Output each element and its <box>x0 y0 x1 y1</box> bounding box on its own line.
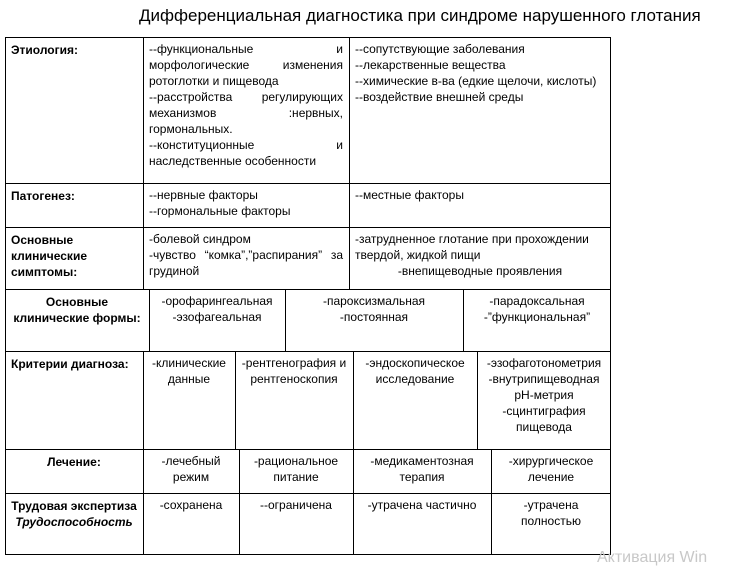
etiology-internal-causes <box>143 37 349 183</box>
criteria-header: Критерии диагноза: <box>11 357 129 371</box>
forms-item: -орофарингеальная <box>161 294 273 308</box>
etiology-external-causes <box>349 37 611 183</box>
symptoms-subjective <box>143 227 349 289</box>
etiology-item: --химические в-ва (едкие щелочи, кислоты) <box>355 74 597 88</box>
table-row-etiology <box>5 37 611 183</box>
forms-item: -”функциональная” <box>483 310 591 324</box>
symptoms-objective <box>349 227 611 289</box>
expertise-header <box>5 493 143 555</box>
table-row-forms <box>5 289 611 351</box>
forms-by-level <box>149 289 285 351</box>
etiology-item: --расстройства регулирующих механизмов :нервных, гормональных. <box>149 90 343 136</box>
symptoms-item: -затрудненное глотание при прохождении твердой, жидкой пищи <box>355 232 589 262</box>
expertise-header-subline: Трудоспособность <box>15 515 133 529</box>
symptoms-header: Основные клинические симптомы: <box>11 233 87 279</box>
pathogenesis-item: --местные факторы <box>355 188 464 202</box>
etiology-item: --конституционные и наследственные особенности <box>149 138 343 168</box>
forms-header: Основные клинические формы: <box>13 295 141 325</box>
etiology-item: --лекарственные вещества <box>355 58 506 72</box>
forms-by-type <box>463 289 611 351</box>
criteria-endoscopy: -эндоскопическое исследование <box>365 356 465 386</box>
expertise-header-line: Трудовая экспертиза <box>11 499 137 513</box>
page-title: Дифференциальная диагностика при синдроме нарушенного глотания <box>139 6 701 25</box>
table-row-criteria <box>5 351 611 449</box>
pathogenesis-header: Патогенез: <box>11 189 75 203</box>
treatment-medication: -медикаментозная терапия <box>370 454 474 484</box>
criteria-item: -эзофаготонометрия <box>486 356 602 370</box>
expertise-fully-lost: -утрачена полностью <box>521 498 581 528</box>
treatment-nutrition: -рациональное питание <box>253 454 339 484</box>
symptoms-item: -болевой синдром <box>149 232 251 246</box>
expertise-preserved: -сохранена <box>159 498 223 512</box>
pathogenesis-item: --нервные факторы <box>149 188 258 202</box>
criteria-item: -внутрипищеводная pH-метрия <box>488 372 600 402</box>
criteria-clinical: -клинические данные <box>152 356 226 386</box>
expertise-partially-lost: -утрачена частично <box>367 498 477 512</box>
etiology-item: --функциональные и морфологические изменения ротоглотки и пищевода <box>149 42 343 88</box>
treatment-regimen: -лечебный режим <box>161 454 221 484</box>
pathogenesis-systemic-factors <box>143 183 349 227</box>
table-row-pathogenesis <box>5 183 611 227</box>
table-row-symptoms <box>5 227 611 289</box>
pathogenesis-local-factors <box>349 183 611 227</box>
criteria-xray: -рентгенография и рентгеноскопия <box>241 356 347 386</box>
diagnosis-table <box>5 37 611 555</box>
table-row-treatment <box>5 449 611 493</box>
etiology-item: --воздействие внешней среды <box>355 90 524 104</box>
forms-by-course <box>285 289 463 351</box>
forms-item: -постоянная <box>339 310 409 324</box>
treatment-header: Лечение: <box>47 455 101 469</box>
etiology-item: --сопутствующие заболевания <box>355 42 525 56</box>
table-row-expertise <box>5 493 611 555</box>
criteria-item: -сцинтиграфия пищевода <box>502 404 586 434</box>
forms-item: -парадоксальная <box>489 294 585 308</box>
activation-watermark: Активация Win <box>597 549 708 566</box>
symptoms-item: -внепищеводные проявления <box>397 264 563 278</box>
forms-item: -пароксизмальная <box>322 294 426 308</box>
forms-item: -эзофагеальная <box>172 310 262 324</box>
pathogenesis-item: --гормональные факторы <box>149 204 291 218</box>
expertise-limited: --ограничена <box>260 498 332 512</box>
etiology-header: Этиология: <box>11 43 78 57</box>
criteria-instrumental <box>477 351 611 449</box>
symptoms-item: -чувство “комка”,”распирания” за грудиной <box>149 248 343 278</box>
treatment-surgery: -хирургическое лечение <box>508 454 594 484</box>
